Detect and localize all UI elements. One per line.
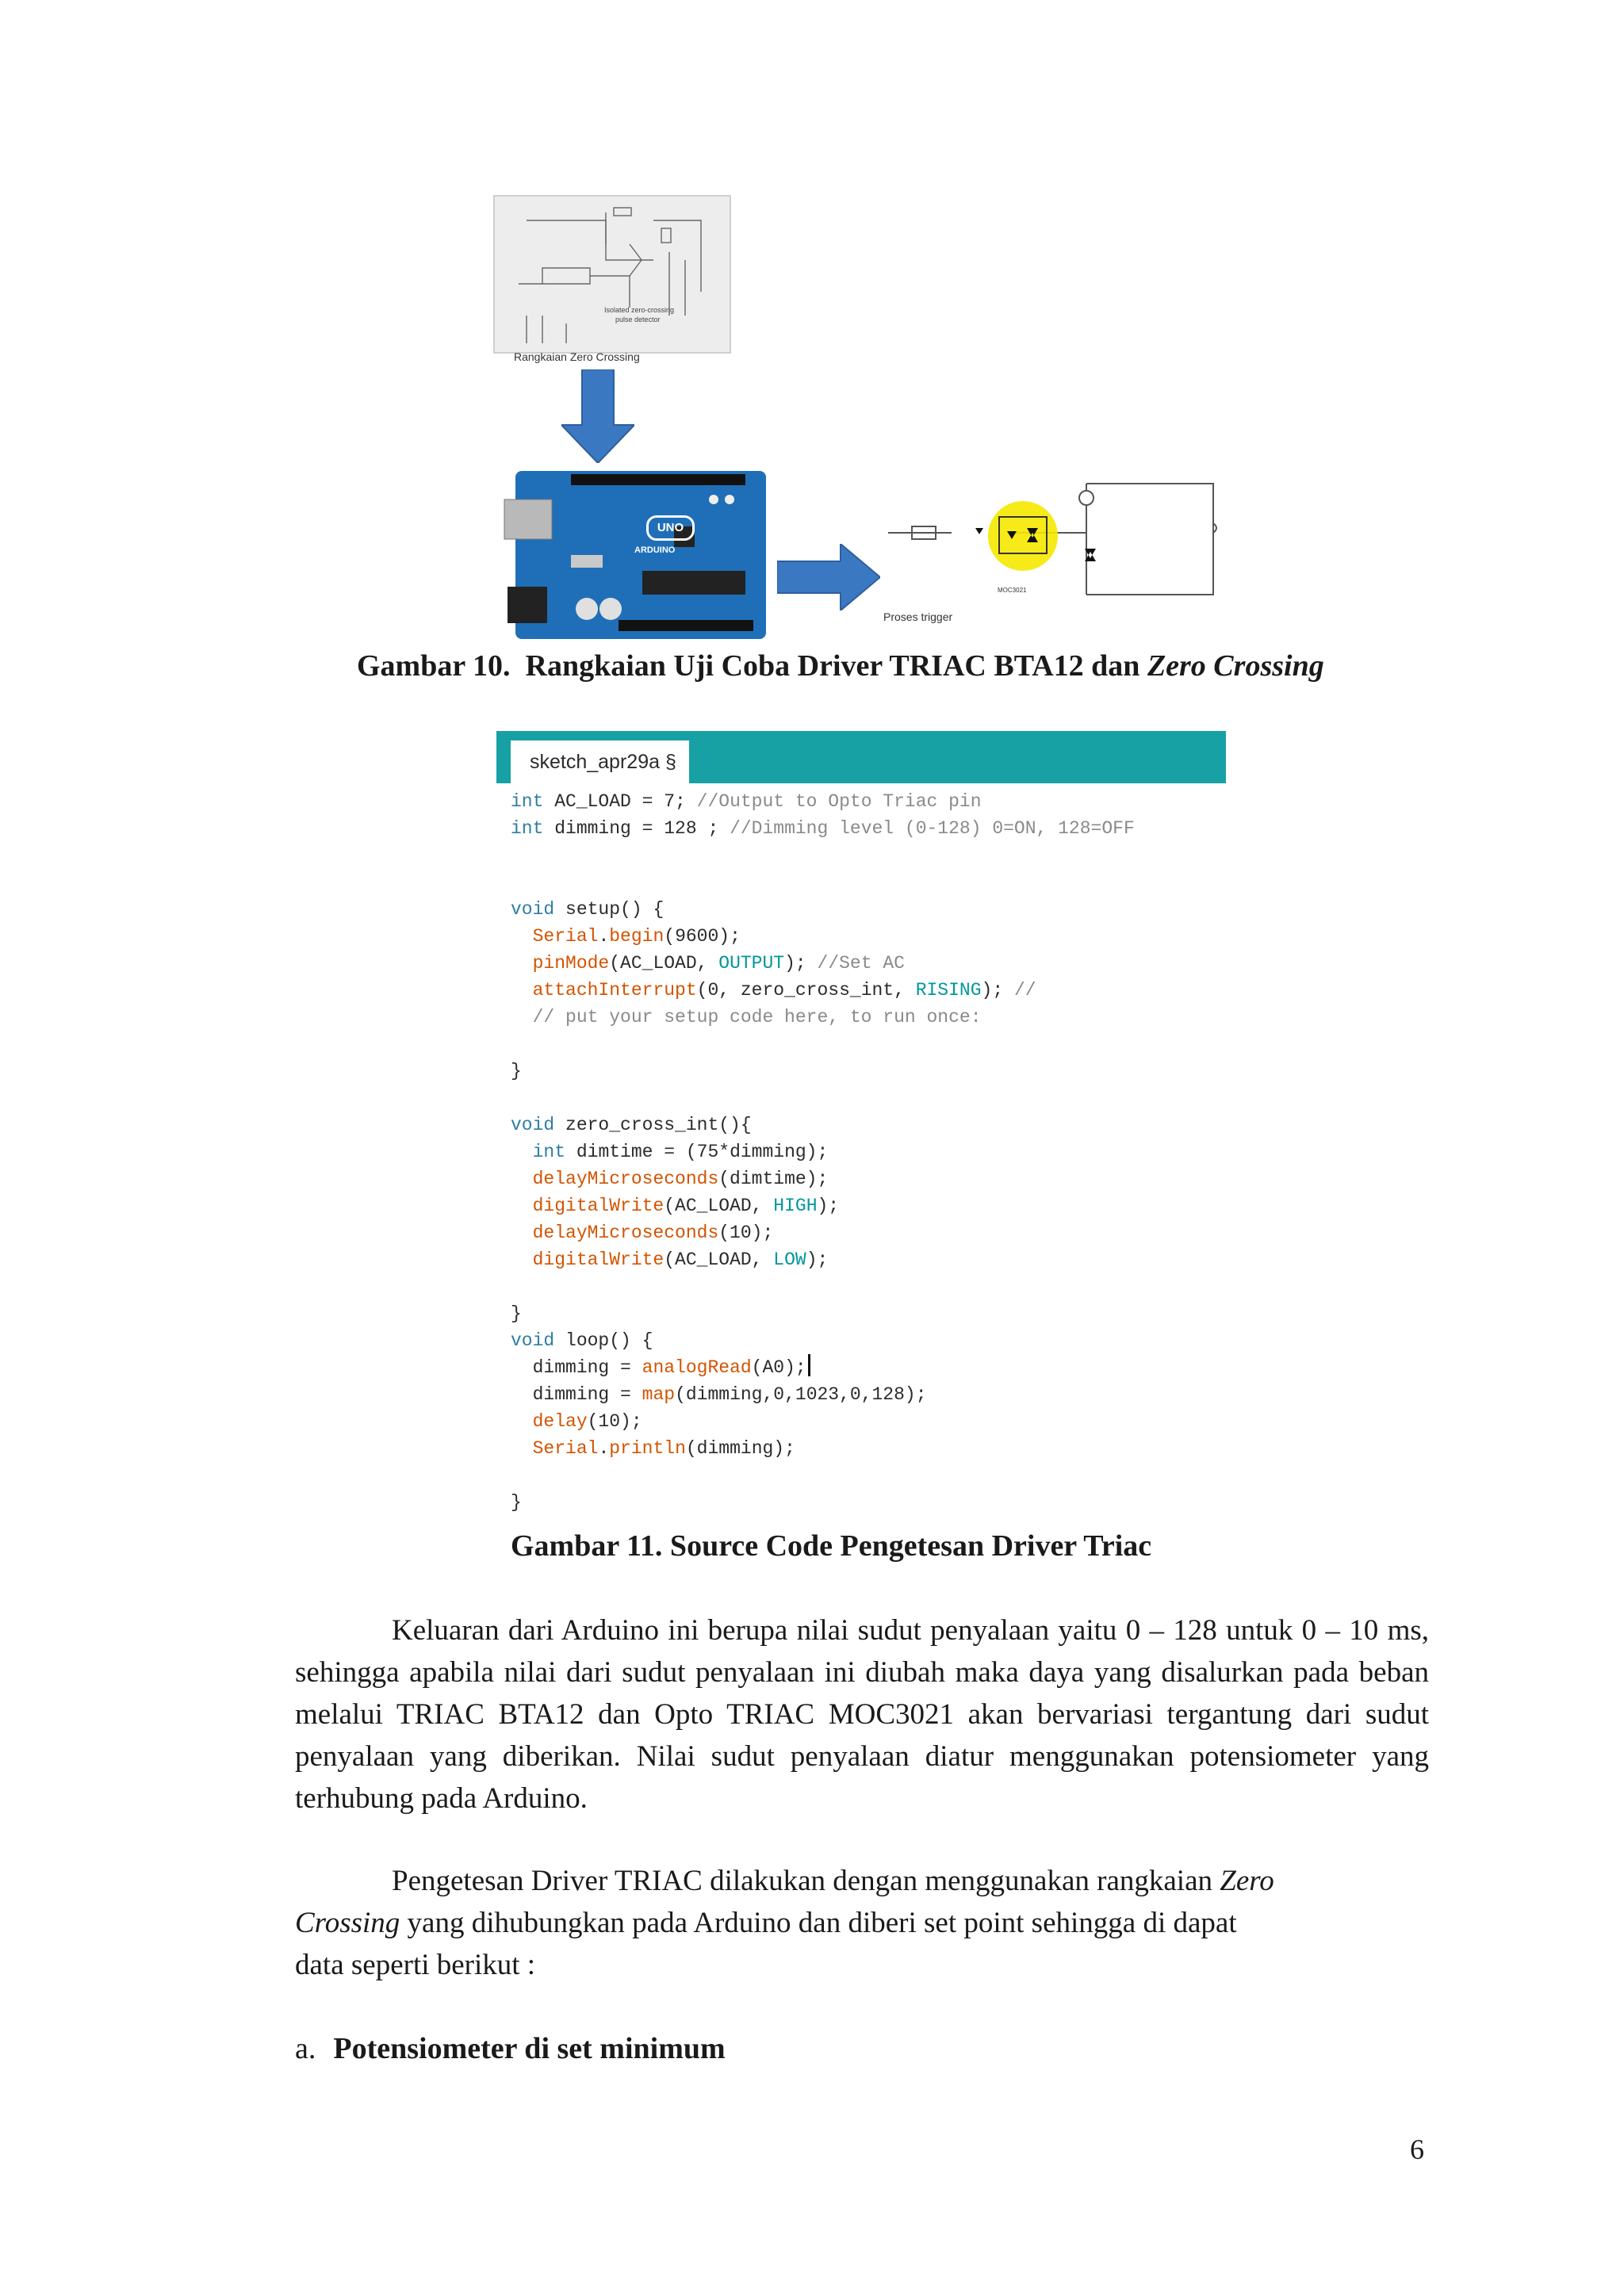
trigger-label: Proses trigger [883, 610, 953, 623]
figure-11-caption: Gambar 11. Source Code Pengetesan Driver Triac [511, 1529, 1152, 1563]
paragraph-1-text: Keluaran dari Arduino ini berupa nilai sudut penyalaan yaitu 0 – 128 untuk 0 – 10 ms, sehingga apabila nilai dari sudut penyalaan ini diubah maka daya yang disalurkan pada beban melalui TRIAC BTA12 dan Opto TRIAC MOC3021 akan bervariasi tergantung dari sudut penyalaan yang diberikan. Nilai sudut penyalaan diatur menggunakan potensiometer yang terhubung pada Arduino. [295, 1614, 1429, 1815]
editor-tab-bar [496, 731, 1226, 783]
arduino-model-label: UNO [646, 515, 695, 541]
paragraph-1 [295, 1609, 1429, 1820]
figure-10-caption-italic: Zero Crossing [1147, 649, 1324, 683]
arduino-board-drawing [500, 468, 769, 642]
paragraph-2-rest-1: yang dihubungkan pada Arduino dan diberi set point sehingga di dapat [400, 1907, 1237, 1939]
schematic-label: Rangkaian Zero Crossing [514, 350, 640, 363]
list-item-a [295, 2031, 726, 2066]
paragraph-2-rest-2: data seperti berikut : [295, 1949, 536, 1981]
code-editor [496, 731, 1226, 1512]
arduino-uno-board [500, 468, 769, 642]
zero-crossing-schematic [493, 195, 731, 354]
paragraph-2-italic-1: Zero [1220, 1865, 1274, 1897]
list-item-text: Potensiometer di set minimum [333, 2032, 726, 2065]
tab-sketch[interactable]: sketch_apr29a § [511, 740, 689, 783]
figure-10-caption-text: Gambar 10. Rangkaian Uji Coba Driver TRIAC BTA12 dan [357, 649, 1147, 683]
page-number: 6 [1410, 2133, 1424, 2165]
source-code: int AC_LOAD = 7; //Output to Opto Triac pin int dimming = 128 ; //Dimming level (0-128) 0=ON, 128=OFF void setup() { Serial.begin(9600); pinMode(AC_LOAD, OUTPUT); //Set AC attachInterrupt(0, zero_cross_int, RISING); // // put your setup code here, to run once: } void zero_cross_int(){ int dimtime = (75*dimming); delayMicroseconds(dimtime); digitalWrite(AC_LOAD, HIGH); delayMicroseconds(10); digitalWrite(AC_LOAD, LOW); } void loop() { dimming = analogRead(A0); dimming = map(dimming,0,1023,0,128); delay(10); Serial.println(dimming); } [511, 791, 1135, 1513]
schematic-drawing [495, 197, 730, 352]
figure-10-caption [357, 649, 1324, 683]
arduino-brand-label: ARDUINO [634, 545, 676, 555]
ic-label: MOC3021 [998, 587, 1027, 594]
paragraph-2-italic-2: Crossing [295, 1907, 400, 1939]
trigger-circuit [880, 476, 1237, 610]
paragraph-2 [295, 1860, 1429, 1986]
arrow-down-icon [561, 369, 634, 463]
schematic-inner-text-1: Isolated zero-crossing [604, 306, 675, 314]
list-marker: a. [295, 2032, 316, 2065]
figure-10 [0, 0, 1624, 683]
paragraph-2-start: Pengetesan Driver TRIAC dilakukan dengan menggunakan rangkaian [392, 1865, 1220, 1897]
arrow-right-icon [777, 544, 880, 610]
schematic-inner-text-2: pulse detector [615, 316, 661, 323]
